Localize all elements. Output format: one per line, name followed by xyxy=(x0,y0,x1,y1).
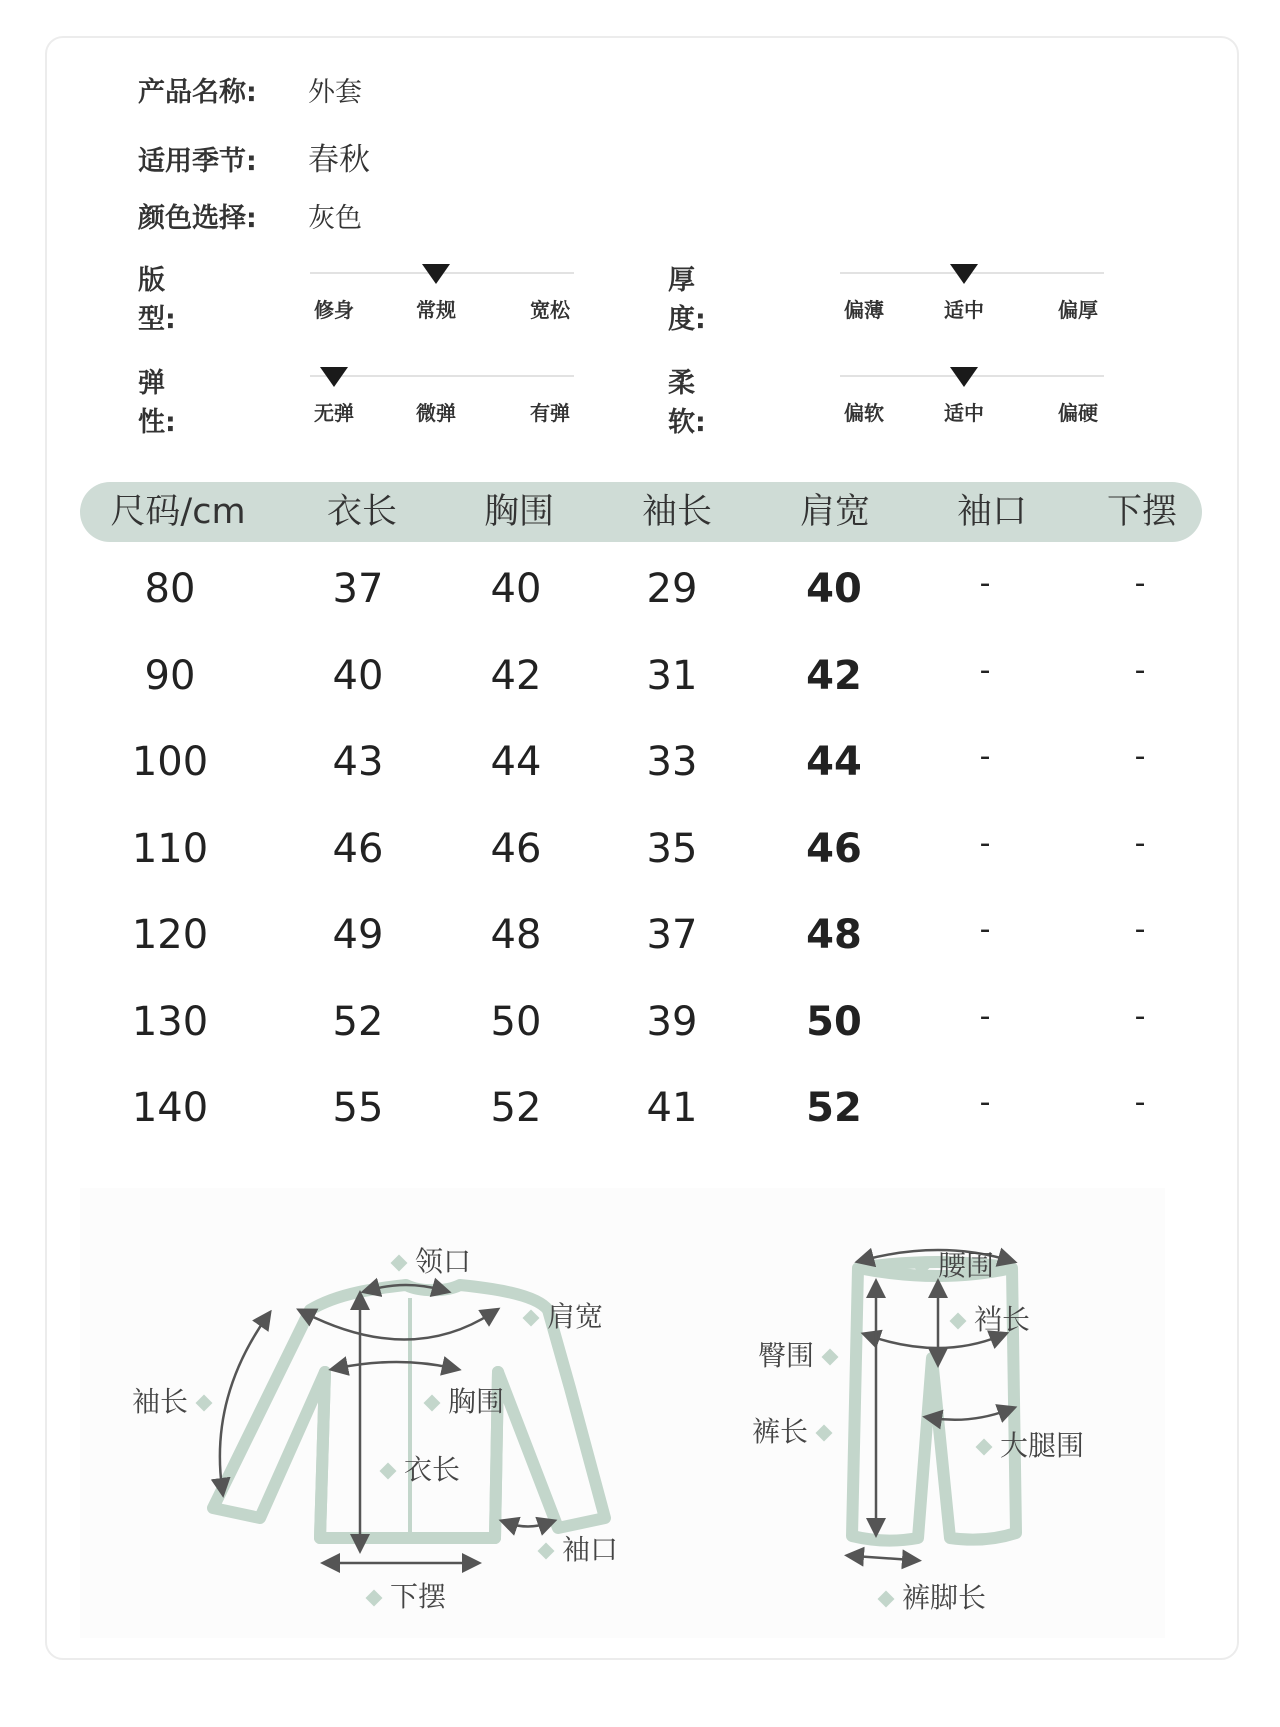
softness-marker xyxy=(950,367,978,387)
softness-label: 柔 软: xyxy=(668,368,749,438)
product-name-label: 产品名称: xyxy=(138,77,257,108)
thickness-tick-2: 适中 xyxy=(944,298,984,322)
header-hem: 下摆 xyxy=(1106,492,1178,532)
cell-shoulder: 42 xyxy=(806,652,862,699)
diamond-icon xyxy=(196,1395,213,1412)
label-sleeve: 袖长 xyxy=(132,1380,220,1420)
cell-chest: 44 xyxy=(490,739,542,785)
cell-size: 140 xyxy=(131,1085,209,1131)
color-value: 灰色 xyxy=(308,203,362,234)
diamond-icon xyxy=(538,1543,555,1560)
measurement-diagram xyxy=(80,1188,1165,1638)
elasticity-tick-1: 无弹 xyxy=(314,401,354,425)
elasticity-tick-3: 有弹 xyxy=(530,401,570,425)
cell-cuff: - xyxy=(979,912,991,947)
header-size: 尺码/cm xyxy=(110,492,246,532)
softness-tick-1: 偏软 xyxy=(844,401,884,425)
diamond-icon xyxy=(976,1439,993,1456)
product-name-row xyxy=(138,70,362,109)
elasticity-label: 弹 性: xyxy=(138,368,219,438)
cell-shoulder: 40 xyxy=(806,566,862,612)
cell-chest: 52 xyxy=(490,1085,542,1131)
cell-sleeve: 29 xyxy=(646,566,698,612)
garment-illustration xyxy=(80,1188,1165,1638)
color-row xyxy=(138,196,362,235)
cell-cuff: - xyxy=(979,825,991,861)
cell-hem: - xyxy=(1134,825,1146,861)
cell-size: 130 xyxy=(131,998,209,1045)
cell-length: 40 xyxy=(332,652,384,699)
label-hem: 下摆 xyxy=(358,1575,446,1615)
cell-hem: - xyxy=(1134,566,1146,601)
diamond-icon xyxy=(914,1259,931,1276)
cell-chest: 48 xyxy=(490,912,542,958)
diamond-icon xyxy=(523,1310,540,1327)
cell-shoulder: 46 xyxy=(806,825,862,872)
cell-size: 100 xyxy=(131,739,209,785)
header-cuff: 袖口 xyxy=(956,492,1028,532)
thickness-marker xyxy=(950,264,978,284)
label-rise: 裆长 xyxy=(942,1298,1030,1338)
diamond-icon xyxy=(391,1255,408,1272)
cell-size: 80 xyxy=(144,566,196,612)
elasticity-track xyxy=(310,375,574,377)
diamond-icon xyxy=(822,1349,839,1366)
cell-length: 49 xyxy=(332,912,384,958)
diamond-icon xyxy=(816,1425,833,1442)
cell-sleeve: 37 xyxy=(646,912,698,958)
cell-chest: 40 xyxy=(490,566,542,612)
cell-chest: 42 xyxy=(490,652,542,699)
diamond-icon xyxy=(424,1395,441,1412)
cell-sleeve: 39 xyxy=(646,998,698,1045)
cell-size: 90 xyxy=(144,652,196,699)
cell-length: 37 xyxy=(332,566,384,612)
cell-sleeve: 35 xyxy=(646,825,698,872)
cell-hem: - xyxy=(1134,912,1146,947)
header-length: 衣长 xyxy=(326,492,398,532)
cell-chest: 50 xyxy=(490,998,542,1045)
softness-tick-3: 偏硬 xyxy=(1058,401,1098,425)
cell-size: 120 xyxy=(131,912,209,958)
label-length: 衣长 xyxy=(372,1448,460,1488)
fit-tick-3: 宽松 xyxy=(530,298,570,322)
diamond-icon xyxy=(366,1590,383,1607)
cell-size: 110 xyxy=(131,825,209,872)
fit-tick-2: 常规 xyxy=(416,298,456,322)
cell-cuff: - xyxy=(979,739,991,774)
label-waist: 腰围 xyxy=(906,1244,994,1284)
thickness-label: 厚 度: xyxy=(668,265,749,335)
cell-shoulder: 48 xyxy=(806,912,862,958)
color-label: 颜色选择: xyxy=(138,203,257,234)
cell-cuff: - xyxy=(979,566,991,601)
elasticity-marker xyxy=(320,367,348,387)
cell-shoulder: 44 xyxy=(806,739,862,785)
fit-tick-1: 修身 xyxy=(314,298,354,322)
product-name-value: 外套 xyxy=(308,77,362,108)
cell-hem: - xyxy=(1134,998,1146,1034)
cell-sleeve: 41 xyxy=(646,1085,698,1131)
header-sleeve: 袖长 xyxy=(641,492,713,532)
season-value: 春秋 xyxy=(308,142,370,178)
cell-cuff: - xyxy=(979,998,991,1034)
label-cuff: 袖口 xyxy=(530,1528,618,1568)
label-collar: 领口 xyxy=(383,1240,471,1280)
header-shoulder: 肩宽 xyxy=(799,492,871,532)
cell-hem: - xyxy=(1134,652,1146,688)
cell-length: 43 xyxy=(332,739,384,785)
size-table-header xyxy=(80,482,1202,542)
softness-tick-2: 适中 xyxy=(944,401,984,425)
cell-shoulder: 50 xyxy=(806,998,862,1045)
diamond-icon xyxy=(380,1463,397,1480)
cell-chest: 46 xyxy=(490,825,542,872)
label-chest: 胸围 xyxy=(416,1380,504,1420)
cell-hem: - xyxy=(1134,1085,1146,1120)
thickness-tick-3: 偏厚 xyxy=(1058,298,1098,322)
season-row xyxy=(138,134,370,179)
cell-shoulder: 52 xyxy=(806,1085,862,1131)
cell-sleeve: 33 xyxy=(646,739,698,785)
cell-cuff: - xyxy=(979,1085,991,1120)
fit-label: 版 型: xyxy=(138,265,219,335)
label-shoulder: 肩宽 xyxy=(515,1295,603,1335)
diamond-icon xyxy=(878,1591,895,1608)
cell-length: 55 xyxy=(332,1085,384,1131)
season-label: 适用季节: xyxy=(138,146,257,177)
cell-length: 46 xyxy=(332,825,384,872)
elasticity-tick-2: 微弹 xyxy=(416,401,456,425)
cell-length: 52 xyxy=(332,998,384,1045)
cell-hem: - xyxy=(1134,739,1146,774)
thickness-tick-1: 偏薄 xyxy=(844,298,884,322)
cell-cuff: - xyxy=(979,652,991,688)
label-hip: 臀围 xyxy=(758,1334,846,1374)
cell-sleeve: 31 xyxy=(646,652,698,699)
label-leg-opening: 裤脚长 xyxy=(870,1576,986,1616)
label-pants-length: 裤长 xyxy=(752,1410,840,1450)
diamond-icon xyxy=(950,1313,967,1330)
header-chest: 胸围 xyxy=(483,492,555,532)
fit-marker xyxy=(422,264,450,284)
label-thigh: 大腿围 xyxy=(968,1424,1084,1464)
